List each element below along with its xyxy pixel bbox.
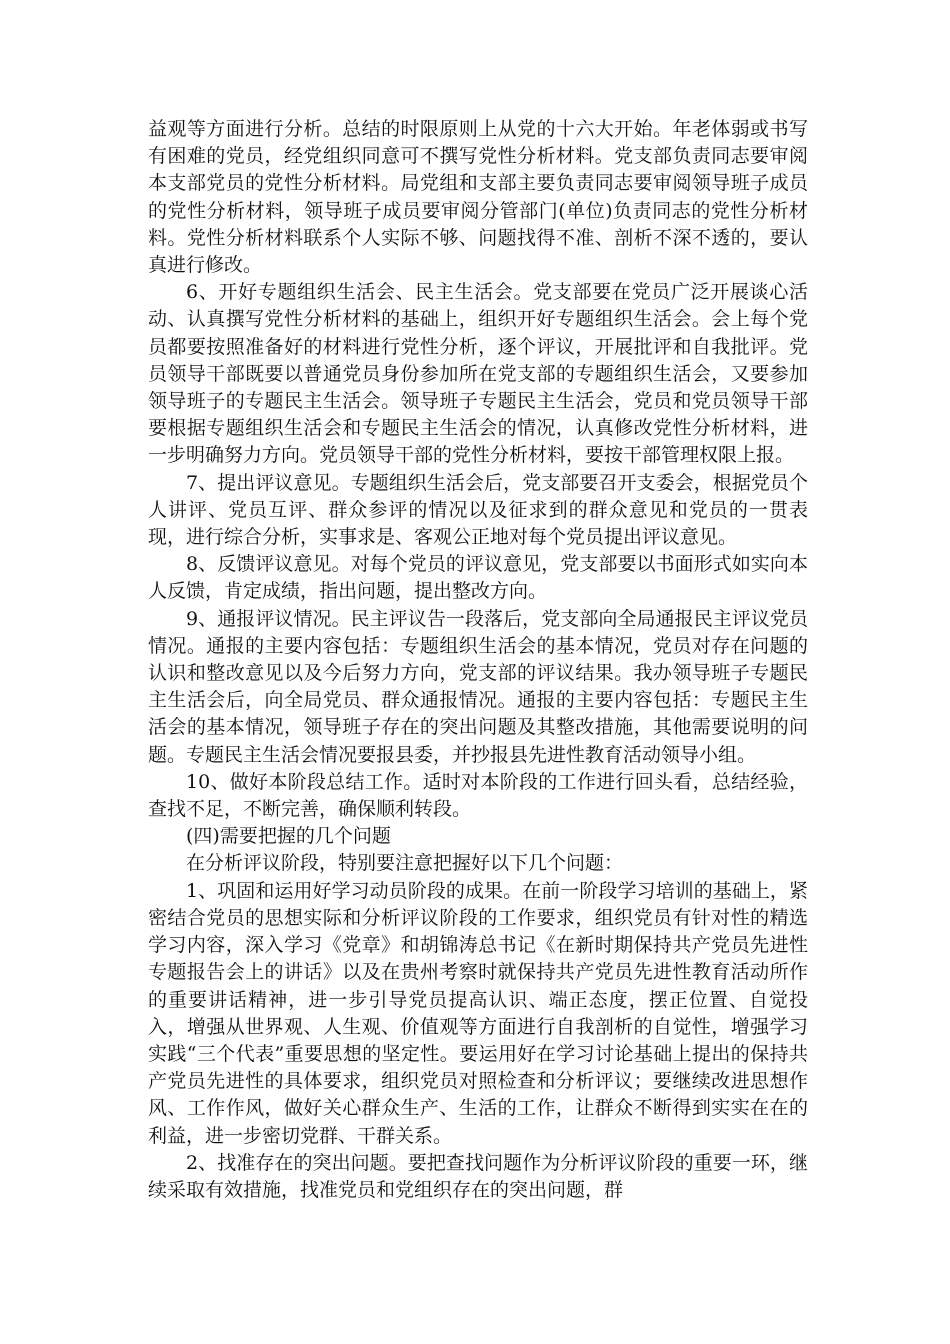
- paragraph-point-2: 2、找准存在的突出问题。要把查找问题作为分析评议阶段的重要一环，继续采取有效措施，找准党员和党组织存在的突出问题，群: [148, 1151, 808, 1201]
- paragraph-intro: 在分析评议阶段，特别要注意把握好以下几个问题：: [186, 852, 624, 875]
- paragraph-item-6: 6、开好专题组织生活会、民主生活会。党支部要在党员广泛开展谈心活动、认真撰写党性分析材料的基础上，组织开好专题组织生活会。会上每个党员都要按照准备好的材料进行党性分析，逐个评议，开展批评和自我批评。党员领导干部既要以普通党员身份参加所在党支部的专题组织生活会，又要参加领导班子的专题民主生活会。领导班子专题民主生活会，党员和党员领导干部要根据专题组织生活会和专题民主生活会的情况，认真修改党性分析材料，进一步明确努力方向。党员领导干部的党性分析材料，要按干部管理权限上报。: [148, 281, 808, 467]
- paragraph-point-1: 1、巩固和运用好学习动员阶段的成果。在前一阶段学习培训的基础上，紧密结合党员的思想实际和分析评议阶段的工作要求，组织党员有针对性的精选学习内容，深入学习《党章》和胡锦涛总书记《在新时期保持共产党员先进性专题报告会上的讲话》以及在贵州考察时就保持共产党员先进性教育活动所作的重要讲话精神，进一步引导党员提高认识、端正态度，摆正位置、自觉投入，增强从世界观、人生观、价值观等方面进行自我剖析的自觉性，增强学习实践“三个代表”重要思想的坚定性。要运用好在学习讨论基础上提出的保持共产党员先进性的具体要求，组织党员对照检查和分析评议；要继续改进思想作风、工作作风，做好关心群众生产、生活的工作，让群众不断得到实实在在的利益，进一步密切党群、干群关系。: [148, 879, 808, 1147]
- paragraph-continuation: 益观等方面进行分析。总结的时限原则上从党的十六大开始。年老体弱或书写有困难的党员，经党组织同意可不撰写党性分析材料。党支部负责同志要审阅本支部党员的党性分析材料。局党组和支部主要负责同志要审阅领导班子成员的党性分析材料，领导班子成员要审阅分管部门(单位)负责同志的党性分析材料。党性分析材料联系个人实际不够、问题找得不准、剖析不深不透的，要认真进行修改。: [148, 118, 808, 277]
- section-heading: (四)需要把握的几个问题: [186, 825, 391, 848]
- paragraph-item-8: 8、反馈评议意见。对每个党员的评议意见，党支部要以书面形式如实向本人反馈，肯定成绩，指出问题，提出整改方向。: [148, 553, 808, 603]
- paragraph-item-7: 7、提出评议意见。专题组织生活会后，党支部要召开支委会，根据党员个人讲评、党员互评、群众参评的情况以及征求到的群众意见和党员的一贯表现，进行综合分析，实事求是、客观公正地对每个党员提出评议意见。: [148, 471, 808, 549]
- paragraph-item-10: 10、做好本阶段总结工作。适时对本阶段的工作进行回头看，总结经验，查找不足，不断完善，确保顺利转段。: [148, 770, 808, 821]
- document-body: [148, 116, 808, 1204]
- paragraph-item-9: 9、通报评议情况。民主评议告一段落后，党支部向全局通报民主评议党员情况。通报的主要内容包括：专题组织生活会的基本情况，党员对存在问题的认识和整改意见以及今后努力方向，党支部的评议结果。我办领导班子专题民主生活会后，向全局党员、群众通报情况。通报的主要内容包括：专题民主生活会的基本情况，领导班子存在的突出问题及其整改措施，其他需要说明的问题。专题民主生活会情况要报县委，并抄报县先进性教育活动领导小组。: [148, 607, 808, 766]
